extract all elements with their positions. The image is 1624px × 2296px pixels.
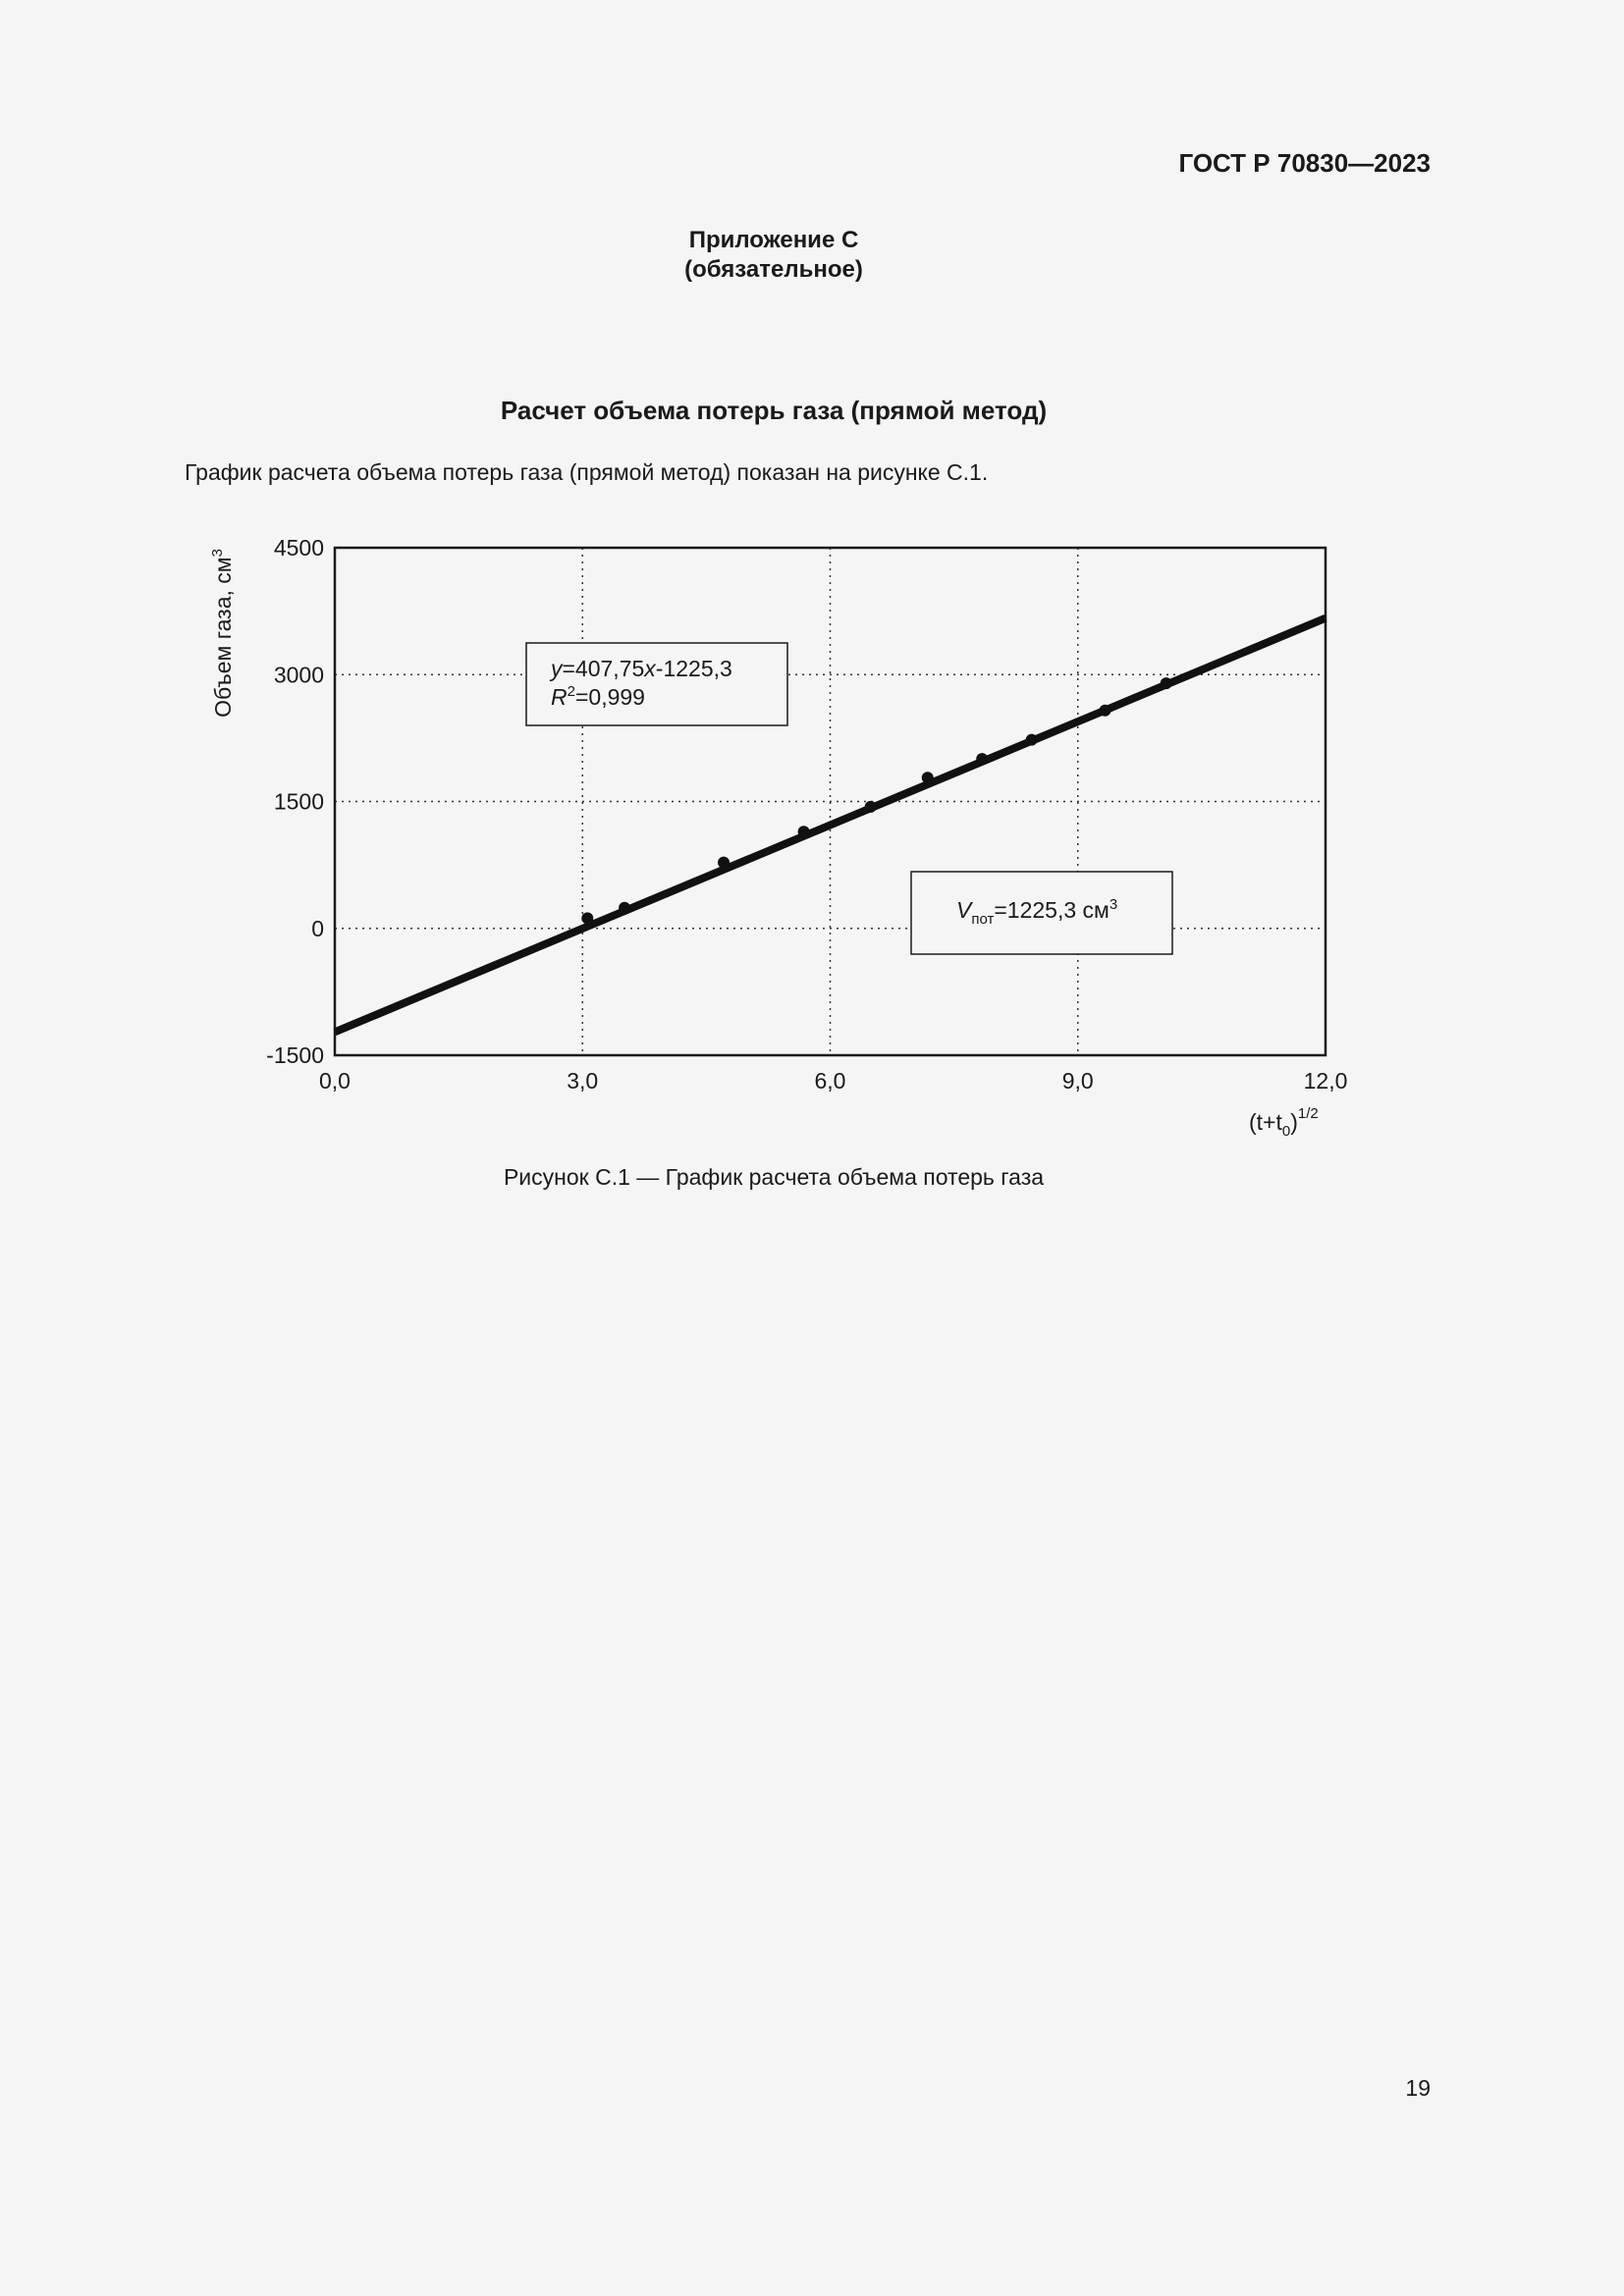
y-tick-label: 3000	[273, 662, 324, 688]
y-tick-label: 1500	[273, 788, 324, 815]
x-axis-label	[1249, 1105, 1319, 1140]
equation-box	[526, 643, 787, 725]
x-tick-label: 12,0	[1303, 1068, 1348, 1094]
volume-loss-value: =1225,3 см	[994, 897, 1110, 923]
fit-equation	[549, 656, 732, 681]
data-point	[718, 857, 730, 869]
fit-equation-coef: =407,75	[562, 656, 645, 681]
figure-caption: Рисунок С.1 — График расчета объема потерь газа	[503, 1164, 1045, 1190]
data-point	[619, 902, 630, 914]
x-axis-label-sub: 0	[1281, 1123, 1291, 1140]
data-point	[798, 826, 810, 837]
data-point	[1161, 677, 1172, 689]
volume-loss-box	[911, 872, 1172, 954]
y-tick-label: 0	[311, 915, 324, 941]
x-tick-label: 9,0	[1061, 1068, 1094, 1094]
volume-loss-label: V	[956, 897, 972, 923]
data-point	[1099, 705, 1110, 717]
x-axis-label-close: )	[1290, 1109, 1298, 1135]
x-tick-labels	[319, 1068, 1347, 1094]
data-point	[581, 912, 593, 924]
x-tick-label: 6,0	[814, 1068, 846, 1094]
fit-equation-y: y	[551, 656, 563, 681]
r-squared-value: =0,999	[574, 684, 645, 710]
y-axis-label	[209, 549, 236, 718]
document-code: ГОСТ Р 70830—2023	[1178, 148, 1431, 178]
section-title: Расчет объема потерь газа (прямой метод)	[500, 396, 1048, 425]
x-axis-label-text: (t+t	[1249, 1109, 1282, 1135]
data-point	[865, 801, 877, 813]
volume-loss-sup: 3	[1109, 896, 1118, 913]
appendix-status: (обязательное)	[684, 256, 863, 283]
r-squared-sup: 2	[567, 683, 575, 700]
fit-equation-intercept: -1225,3	[655, 656, 732, 681]
y-tick-labels	[266, 535, 324, 1068]
data-point	[976, 753, 988, 765]
data-point	[922, 772, 934, 783]
intro-paragraph: График расчета объема потерь газа (прямой метод) показан на рисунке С.1.	[185, 459, 989, 485]
page-number: 19	[1405, 2075, 1431, 2101]
chart-grid	[335, 548, 1326, 1055]
x-axis-label-sup: 1/2	[1297, 1105, 1319, 1122]
r-squared-label: R	[551, 684, 568, 710]
y-axis-label-sup: 3	[209, 549, 226, 558]
volume-loss-sub: пот	[971, 911, 995, 928]
y-axis-label-text: Объем газа, см	[210, 557, 236, 718]
fit-equation-x: x	[644, 656, 656, 681]
x-tick-label: 3,0	[567, 1068, 599, 1094]
y-tick-label: -1500	[266, 1042, 324, 1068]
appendix-title: Приложение С	[688, 227, 859, 253]
data-point	[1026, 734, 1038, 746]
y-tick-label: 4500	[273, 535, 324, 561]
x-tick-label: 0,0	[319, 1068, 351, 1094]
r-squared	[551, 683, 645, 710]
